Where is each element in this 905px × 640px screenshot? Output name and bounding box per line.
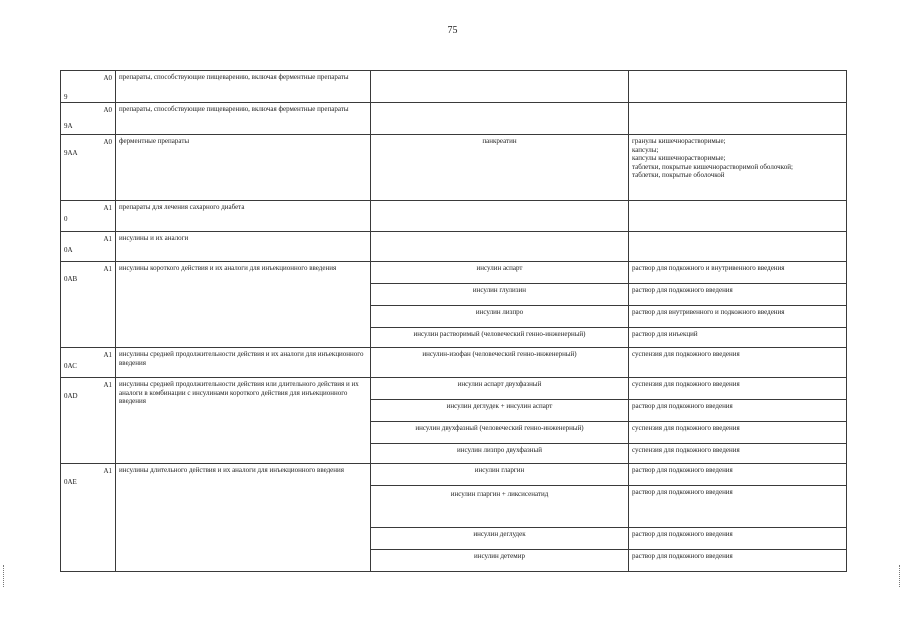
atc-code: 9АА (64, 149, 78, 157)
atc-code-cell (61, 201, 116, 232)
edge-mark-right (899, 565, 901, 587)
anatomical-group-name: инсулины средней продолжительности действия или длительного действия и их аналоги в комбинации с инсулинами короткого действия для инъекционного введения (116, 378, 371, 464)
atc-level: А1 (103, 467, 112, 475)
medicines-table-body (61, 71, 847, 572)
anatomical-group-name: препараты, способствующие пищеварению, включая ферментные препараты (116, 71, 371, 103)
atc-code-cell (61, 135, 116, 201)
atc-level: А1 (103, 381, 112, 389)
drug-name-cell: инсулин двухфазный (человеческий генно-инженерный) (371, 422, 629, 444)
drug-name-cell: инсулин деглудек + инсулин аспарт (371, 400, 629, 422)
atc-level: А0 (103, 74, 112, 82)
dosage-form-cell (629, 103, 847, 135)
atc-level: А1 (103, 235, 112, 243)
dosage-form-cell: раствор для подкожного введения (629, 464, 847, 486)
dosage-form-cell: суспензия для подкожного введения (629, 378, 847, 400)
dosage-form-cell: раствор для подкожного введения (629, 486, 847, 528)
anatomical-group-name: инсулины средней продолжительности действия и их аналоги для инъекционного введения (116, 348, 371, 378)
anatomical-group-name: ферментные препараты (116, 135, 371, 201)
atc-code: 0А (64, 246, 73, 254)
atc-code-cell (61, 378, 116, 464)
drug-name-cell (371, 71, 629, 103)
atc-code-cell (61, 262, 116, 348)
atc-code: 0АВ (64, 275, 78, 283)
drug-name-cell: инсулин глулизин (371, 284, 629, 306)
drug-name-cell: инсулин-изофан (человеческий генно-инженерный) (371, 348, 629, 378)
table-row (61, 464, 847, 486)
dosage-form-cell: раствор для подкожного и внутривенного введения (629, 262, 847, 284)
atc-code: 0АD (64, 392, 78, 400)
table-row (61, 201, 847, 232)
medicines-table (60, 70, 847, 572)
atc-code-cell (61, 348, 116, 378)
atc-code-cell (61, 103, 116, 135)
atc-code: 0 (64, 215, 68, 223)
atc-level: А0 (103, 138, 112, 146)
drug-name-cell: панкреатин (371, 135, 629, 201)
dosage-form-cell: суспензия для подкожного введения (629, 348, 847, 378)
atc-level: А1 (103, 351, 112, 359)
dosage-form-cell (629, 201, 847, 232)
anatomical-group-name: инсулины длительного действия и их аналоги для инъекционного введения (116, 464, 371, 572)
page-number: 75 (447, 25, 458, 36)
dosage-form-cell: суспензия для подкожного введения (629, 422, 847, 444)
atc-level: А1 (103, 265, 112, 273)
drug-name-cell: инсулин аспарт (371, 262, 629, 284)
dosage-form-cell: суспензия для подкожного введения (629, 444, 847, 464)
table-row (61, 103, 847, 135)
dosage-form-cell: раствор для инъекций (629, 328, 847, 348)
drug-name-cell: инсулин детемир (371, 550, 629, 572)
atc-code: 9А (64, 122, 73, 130)
atc-code: 9 (64, 93, 68, 101)
drug-name-cell (371, 201, 629, 232)
table-row (61, 135, 847, 201)
drug-name-cell: инсулин растворимый (человеческий генно-инженерный) (371, 328, 629, 348)
drug-name-cell: инсулин лизпро двухфазный (371, 444, 629, 464)
drug-name-cell (371, 103, 629, 135)
table-row (61, 71, 847, 103)
atc-level: А1 (103, 204, 112, 212)
drug-name-cell: инсулин деглудек (371, 528, 629, 550)
anatomical-group-name: инсулины и их аналоги (116, 232, 371, 262)
anatomical-group-name: препараты, способствующие пищеварению, включая ферментные препараты (116, 103, 371, 135)
table-row (61, 232, 847, 262)
dosage-form-cell (629, 232, 847, 262)
atc-code-cell (61, 71, 116, 103)
atc-level: А0 (103, 106, 112, 114)
drug-name-cell: инсулин аспарт двухфазный (371, 378, 629, 400)
anatomical-group-name: инсулины короткого действия и их аналоги для инъекционного введения (116, 262, 371, 348)
drug-name-cell: инсулин гларгин + ликсисенатид (371, 486, 629, 528)
drug-name-cell: инсулин гларгин (371, 464, 629, 486)
dosage-form-cell: раствор для подкожного введения (629, 400, 847, 422)
table-row (61, 348, 847, 378)
atc-code: 0АЕ (64, 478, 77, 486)
anatomical-group-name: препараты для лечения сахарного диабета (116, 201, 371, 232)
edge-mark-left (3, 565, 5, 587)
atc-code-cell (61, 232, 116, 262)
table-row (61, 378, 847, 400)
drug-name-cell: инсулин лизпро (371, 306, 629, 328)
atc-code-cell (61, 464, 116, 572)
table-row (61, 262, 847, 284)
atc-code: 0АС (64, 362, 77, 370)
drug-name-cell (371, 232, 629, 262)
dosage-form-cell: раствор для подкожного введения (629, 550, 847, 572)
dosage-form-cell: гранулы кишечнорастворимые; капсулы; капсулы кишечнорастворимые; таблетки, покрытые кишечнорастворимой оболочкой; таблетки, покрытые оболочкой (629, 135, 847, 201)
dosage-form-cell (629, 71, 847, 103)
dosage-form-cell: раствор для подкожного введения (629, 284, 847, 306)
dosage-form-cell: раствор для внутривенного и подкожного введения (629, 306, 847, 328)
dosage-form-cell: раствор для подкожного введения (629, 528, 847, 550)
